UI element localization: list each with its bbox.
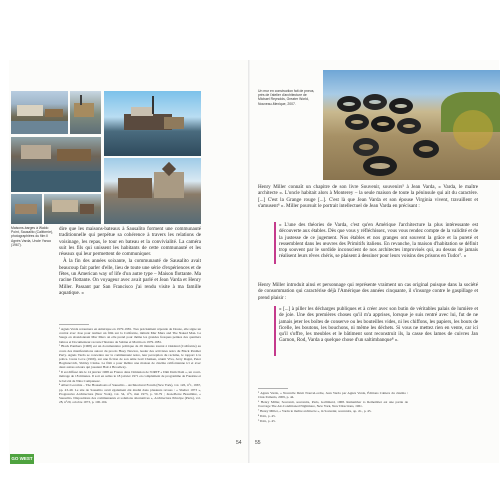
left-notes — [59, 327, 201, 405]
left-body-paragraph: À la fin des années soixante, la communauté de Sausalito avait beaucoup fait parler d'elle, lieu de toute une série d'expériences et de fêtes, un American way of life d'un autre type – Maison flottante. Ma racine flottante. On voyageur avec avait parlé et Jean Varda et Henry Miller. Passant par San Francisco j'ai rendu visite à ma famille aquatique. » — [59, 258, 201, 296]
houseboat-photo-7 — [44, 194, 101, 224]
right-page-number: 55 — [255, 440, 261, 446]
houseboat-photo-1 — [11, 91, 68, 134]
houseboat-photo-2 — [70, 91, 101, 134]
footnote: ⁷ Henry Miller, « Varda le maître architecte », in Souvenir, souvenirs, op. cit., p. 45. — [258, 409, 372, 413]
right-body-paragraph: Henry Miller introduit ainsi et personnage qui représente vraiment un cas original puisque dans la société de consommation qui caractérise déjà l'Amérique des années cinquante, il s'insurge contre le gaspillage et prend plaisir : — [258, 282, 478, 301]
right-photo-caption: Un mur en construction fait de pneus, près de l'atelier d'architecture de Michael Reynolds, Greater World, Nouveau-Mexique, 2007. — [258, 89, 315, 106]
footnote: ³ Il est diffusé dès le 14 janvier 1968 en France dans l'émission de l'ORTF « Dim Dam Dom », un court-métrage de 18 minutes. Il sort en salles le 18 janvier 1971 en complément de programme de Faustine et le bel été de Nina Companeez. — [59, 370, 201, 383]
right-notes-rule — [258, 388, 288, 389]
footnote: ⁴ Albert Lecomte – The Houseboats of Sausalito – Architectural Forum (New York), vol. 126, n°1, 1967, pp. 43-49. Le site de Sausalito avait également été étudié dans plusieurs revues : « Shelter 1973 », Progressive Architecture (New York), vol. 54, n°5, mai 1973, p. 50-79 ; Jean-Pierre Breuillère, « Sausalito. Dispositions des communautés et solutions alternatives », Architecture Principe (Paris), vol. 28, n°20, octobre 1973, p. 100-104. — [59, 383, 201, 405]
footnote: ⁵ Agnès Varda, « Nouvelle Désir Nouvel-ordre, Jean Varda par Agnès Varda, Éditions Cahiers du cinéma / Ciné-Tamaris, 2009, p. 44. — [258, 391, 408, 400]
footnote: ⁸ Ibid., p. 45. — [258, 413, 276, 418]
footnote: ² Black Panthers (1968) est un documentaire politique de 26 minutes tourné à Oakland (Californie) au cours des manifestations autour du procès Huey Newton, leader des activistes noirs du Black Panther Party. Agnès Varda se concentre sur la communauté noire, leur perception du racisme, le rapport à la police. Lions Love (1969), sur une fiction de son amie Gail Chaiken, réunit Viva, Jerry Ragni, Peter Bogdanovich, Shirley Clarke. Le film a pour théâtre une maison de cinéma californienne ici et avec deux autres acteurs qui jouaient Hair à Broadway. — [59, 344, 201, 370]
right-body-text — [258, 184, 478, 210]
houseboat-photo-5 — [104, 158, 201, 224]
left-body-paragraph: dire que les maisons-bateaux à Sausalito forment une communauté traditionnelle qui perpétue sa cohérence à travers les relations de voisinage, les repas, le tour en bateau et la convivialité. La caméra suit les fils qui unissent les habitants de cette communauté et les réseaux qui leur permettent de communiquer. — [59, 226, 201, 258]
right-body-paragraph: « [...] à piller les décharges publiques et à créer avec son butin de véritables palais de lumière et de joie. Une des premières choses qu'il m'a apprises, lorsque je suis rentré avec lui, fut de ne jamais jeter les boîtes de conserve ou les bouteilles vides, ni les chiffons, les papiers, les bouts de ficelle, les boutons, les bouchons, ni même les déchets. Si vous ne mettez rien en vente, car ici qu'il s'offre, les meubles et le bâtiment sont reconstruit ils, la casse des lames de cuivres Jan Garnon, Rod, Varda a quelque chose d'un saltimbanque⁸ ». — [279, 306, 478, 344]
left-photo-caption: Maisons-barges à Waldo Point, Sausalito (Californie), photographiées du film Il Agnès Varda, Uncle Yanco (1967). — [11, 226, 54, 247]
houseboat-photo-3 — [104, 91, 201, 156]
quote-accent-bar-1 — [274, 222, 276, 264]
footnote: ¹ Agnès Varda retournera en Amérique en 1979-1981. Tres précisément réponde de Douze, elle signe un contrat avec Jose pour réaliser un film sur la Californie, intitulé Mur Murs and The Naked Man. La Sauge en abandonnant Mur Murs où elle prend pour thème les grandes fresques peintes des quartiers latinos et Documenteur raconte l'histoire de Sabine et Martin en 1979-1981. — [59, 327, 201, 344]
right-notes — [258, 391, 408, 423]
right-quote-1 — [279, 222, 478, 261]
right-body-paragraph: « L'une des théories de Varda, c'est qu'en Amérique l'architecture la plus intéressante est découverte aux étables. Dès que vous y réfléchissez, vous vous rendez compte de la validité et de la justesse de ce jugement. Nos étables et nos granges ont souvent la grâce et la pureté et ressemblent dans les œuvres des Primitifs italiens. En revanche, la maison d'habitation se définit trop souvent par le sordide inconscient de nos architectes improvisés qui, au dessus de jamais réalisent leurs rêves chéris, se plaisent à dessiner pour leurs voisins des prisons en Tudor⁷. » — [279, 222, 478, 260]
section-tag: GO WEST — [10, 454, 34, 464]
left-notes-rule — [59, 324, 89, 325]
quote-accent-bar-2 — [274, 306, 276, 356]
houseboat-photo-4 — [11, 137, 101, 192]
book-gutter — [248, 60, 250, 463]
footnote: ⁹ Ibid., p. 45. — [258, 418, 276, 423]
footnote: ⁶ Henry Miller, Souvenir, souvenirs, Paris, Gallimard, 1968. Remember to Remember est une partie de l'ouvrage The Air-Conditioned Nightmare, New York, New Directions, 1961. — [258, 400, 408, 409]
tire-wall-photo — [323, 70, 500, 180]
houseboat-photo-6 — [11, 194, 42, 224]
right-body-text-2 — [258, 282, 478, 302]
right-quote-2 — [279, 306, 478, 345]
right-body-paragraph: Henry Miller connaît un chapitre de son livre Souvenir, souvenirs⁵ à Jean Varda, « Varda, le maître architecte ». L'oncle habitait alors à Monterey – la seule maison de toute la péninsule qui ait du caractère. [...] C'est la Grange rouge [...]. C'est là que Jean Varda et son épouse Virginia vivent, travaillent et s'amusent⁶ ». Miller poursuit le portrait intellectuel de Jean Varda en précisant : — [258, 184, 478, 209]
left-body-text — [59, 226, 201, 297]
left-page-number: 54 — [236, 440, 242, 446]
